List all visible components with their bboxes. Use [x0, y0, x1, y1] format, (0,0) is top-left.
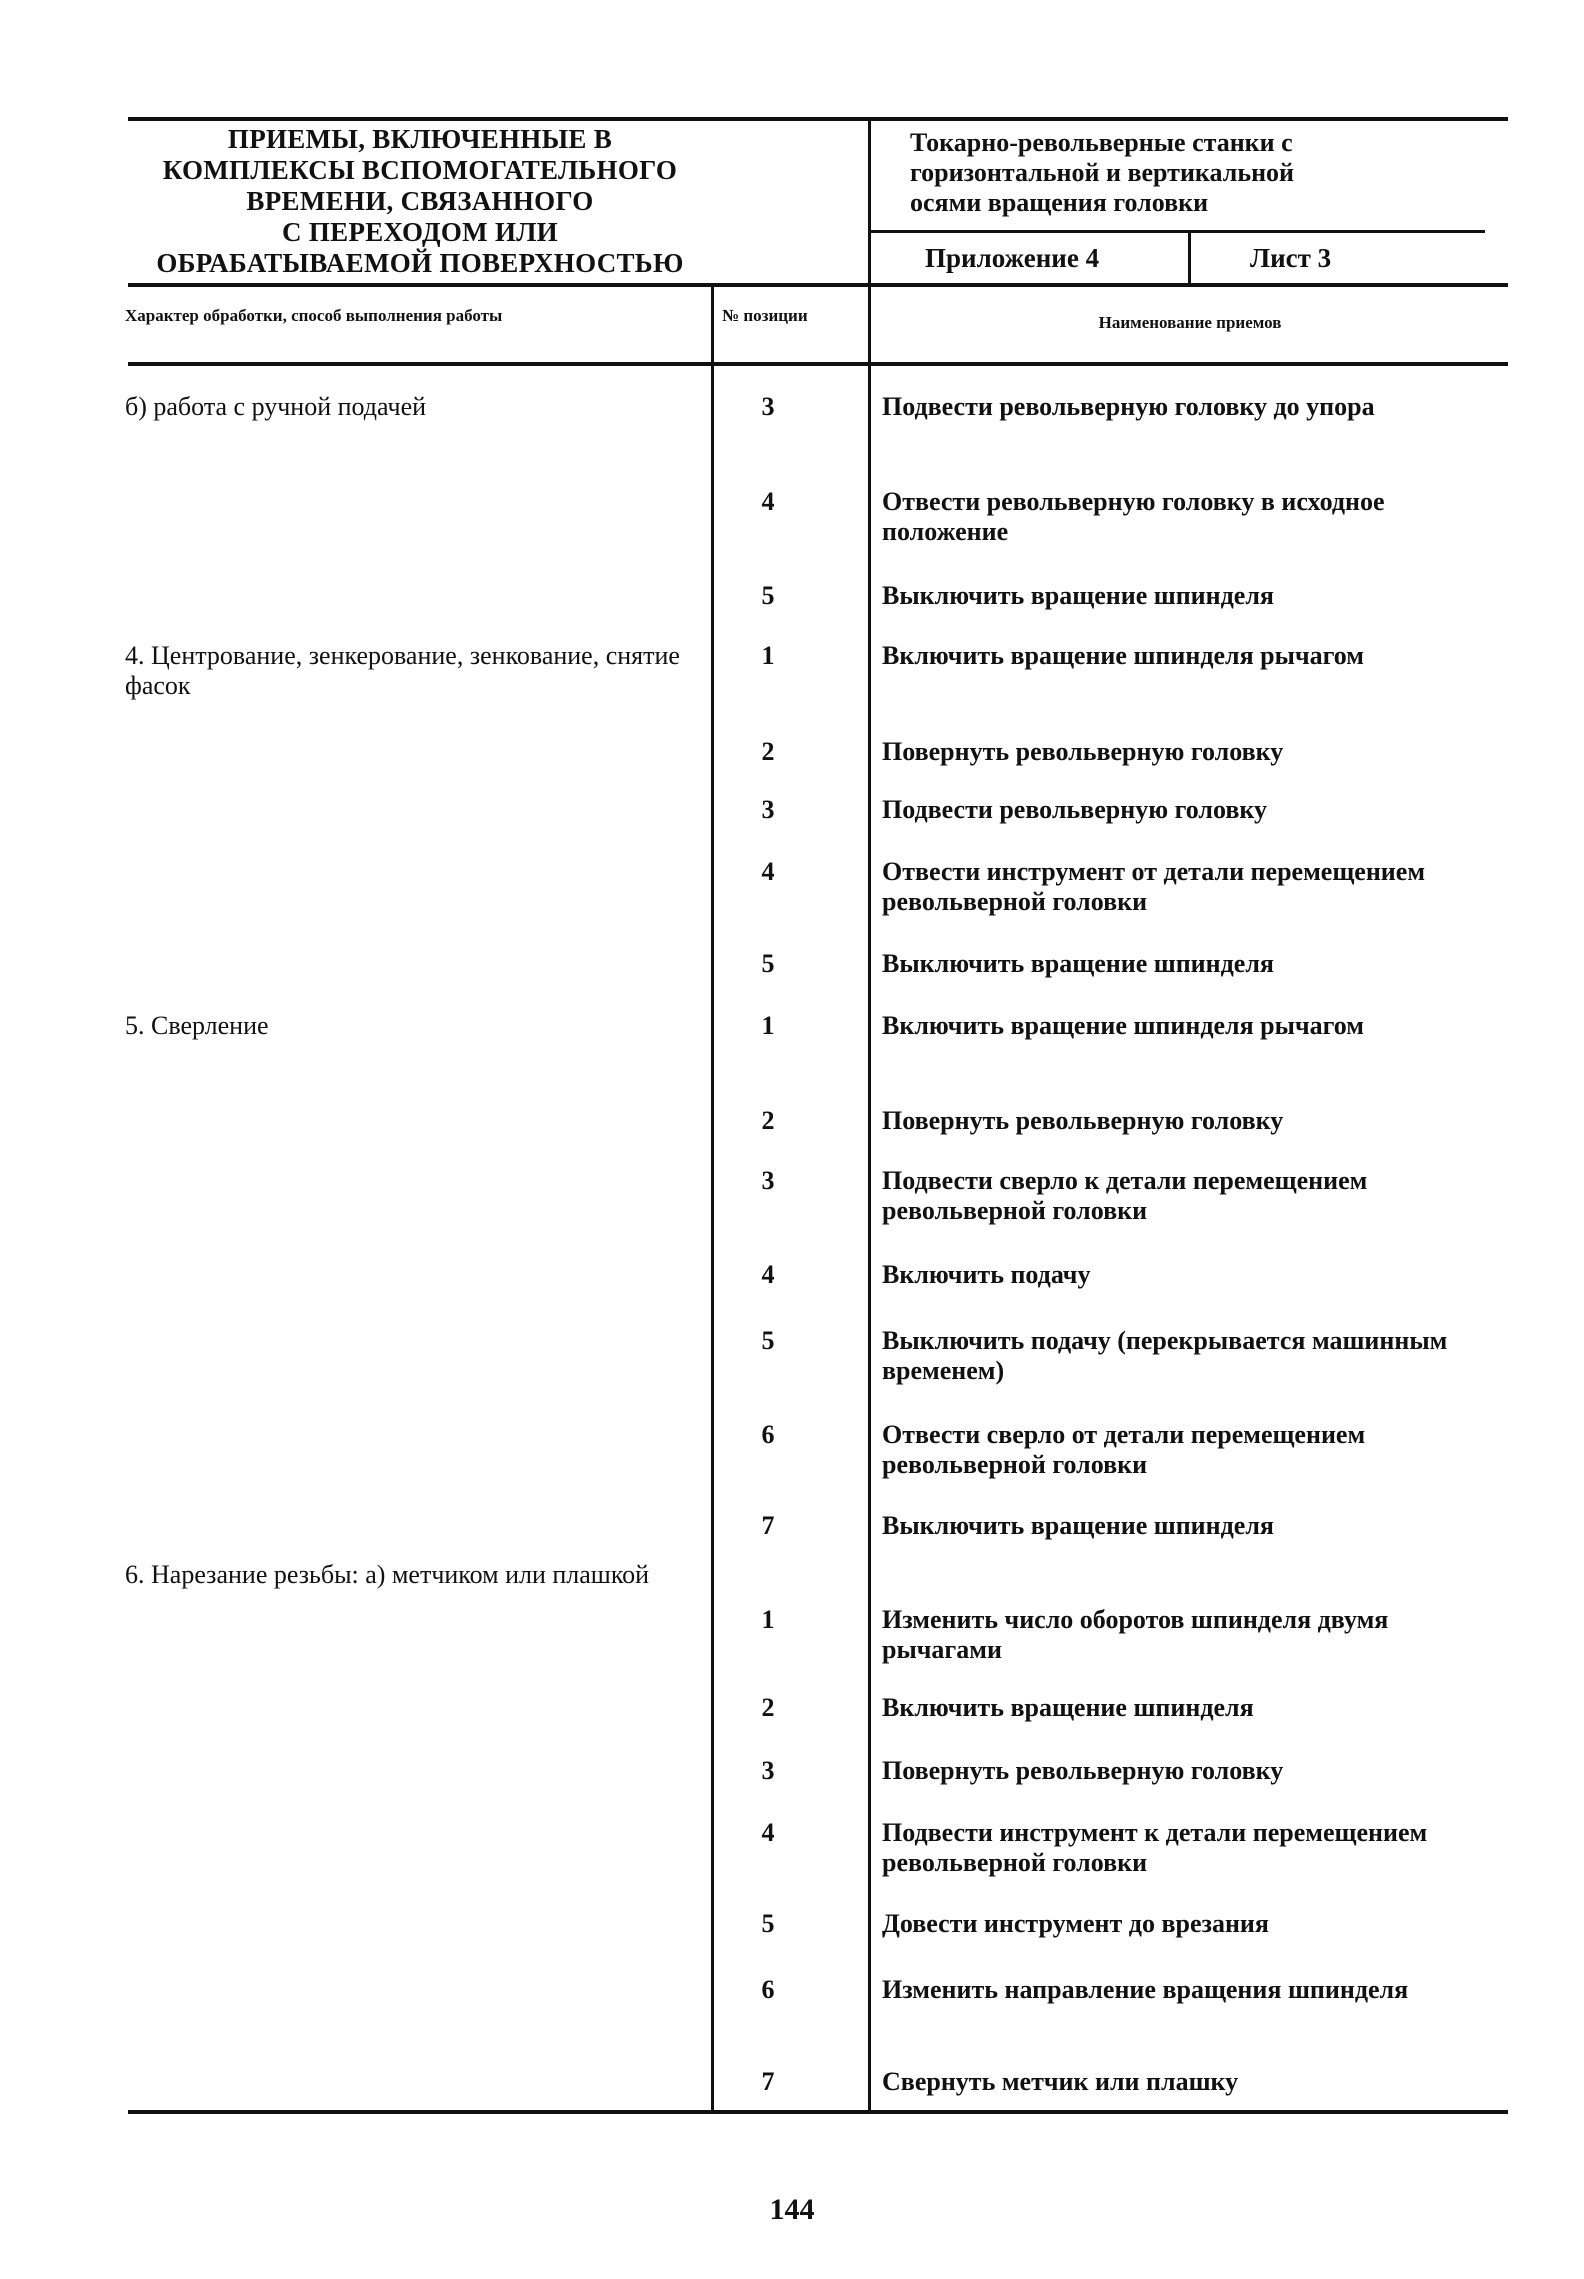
operation-name: Включить подачу	[882, 1260, 1091, 1289]
title-bottom-rule	[128, 283, 1508, 287]
table-top-rule	[128, 117, 1508, 121]
position-number: 1	[761, 1011, 775, 1040]
title-line: КОМПЛЕКСЫ ВСПОМОГАТЕЛЬНОГО	[162, 155, 678, 185]
appendix-sheet-divider	[1188, 232, 1191, 284]
document-title	[135, 124, 705, 279]
operation-name: Повернуть револьверную головку	[882, 737, 1284, 766]
position-number: 3	[761, 1756, 775, 1785]
position-number: 4	[761, 1260, 775, 1289]
processing-type: 6. Нарезание резьбы: а) метчиком или плашкой	[125, 1560, 650, 1589]
position-number: 2	[761, 1106, 775, 1135]
position-number: 4	[761, 1818, 775, 1847]
position-number: 2	[761, 737, 775, 766]
operation-name: Подвести сверло к детали перемещением револьверной головки	[882, 1166, 1368, 1225]
position-number: 4	[761, 487, 775, 516]
operation-name: Повернуть револьверную головку	[882, 1756, 1284, 1785]
operation-name: Отвести сверло от детали перемещением револьверной головки	[882, 1420, 1366, 1479]
column-header-bottom-rule	[128, 362, 1508, 366]
title-line: С ПЕРЕХОДОМ ИЛИ	[282, 217, 558, 247]
processing-type: 5. Сверление	[125, 1011, 269, 1040]
title-line: ПРИЕМЫ, ВКЛЮЧЕННЫЕ В	[227, 124, 613, 154]
position-number: 5	[761, 1909, 775, 1938]
operation-name: Выключить вращение шпинделя	[882, 949, 1274, 978]
column-header-position: № позиции	[722, 306, 808, 325]
position-number: 2	[761, 1693, 775, 1722]
operation-name: Отвести инструмент от детали перемещением револьверной головки	[882, 857, 1426, 916]
column-header-name: Наименование приемов	[1098, 313, 1282, 332]
sheet-label: Лист 3	[1250, 243, 1332, 273]
position-number: 7	[761, 2067, 775, 2096]
operation-name: Подвести инструмент к детали перемещением револьверной головки	[882, 1818, 1428, 1877]
position-column-left-divider	[711, 283, 714, 2113]
operation-name: Довести инструмент до врезания	[882, 1909, 1269, 1938]
machine-line: горизонтальной и вертикальной	[910, 158, 1295, 187]
operation-name: Подвести револьверную головку до упора	[882, 392, 1375, 421]
operation-name: Выключить вращение шпинделя	[882, 1511, 1274, 1540]
title-line: ВРЕМЕНИ, СВЯЗАННОГО	[246, 186, 594, 216]
position-number: 6	[761, 1975, 775, 2004]
column-header-character: Характер обработки, способ выполнения работы	[125, 306, 503, 325]
position-number: 5	[761, 949, 775, 978]
operation-name: Изменить направление вращения шпинделя	[882, 1975, 1409, 2004]
table-bottom-rule	[128, 2110, 1508, 2114]
operation-name: Изменить число оборотов шпинделя двумя рычагами	[882, 1605, 1389, 1664]
page-number: 144	[769, 2193, 815, 2226]
position-number: 5	[761, 581, 775, 610]
appendix-label: Приложение 4	[925, 243, 1100, 273]
position-number: 1	[761, 1605, 775, 1634]
position-number: 6	[761, 1420, 775, 1449]
operation-name: Включить вращение шпинделя рычагом	[882, 1011, 1364, 1040]
machine-divider-rule	[870, 230, 1485, 233]
position-number: 3	[761, 392, 775, 421]
machine-type	[910, 128, 1495, 218]
operation-name: Отвести револьверную головку в исходное положение	[882, 487, 1385, 546]
machine-line: Токарно-револьверные станки с	[910, 128, 1293, 157]
operation-name: Выключить подачу (перекрывается машинным временем)	[882, 1326, 1448, 1385]
title-column-divider	[868, 117, 871, 287]
position-number: 1	[761, 641, 775, 670]
operation-name: Подвести револьверную головку	[882, 795, 1267, 824]
position-number: 5	[761, 1326, 775, 1355]
machine-line: осями вращения головки	[910, 188, 1209, 217]
operation-name: Повернуть револьверную головку	[882, 1106, 1284, 1135]
position-number: 3	[761, 1166, 775, 1195]
operation-name: Выключить вращение шпинделя	[882, 581, 1274, 610]
position-column-right-divider	[868, 283, 871, 2113]
operation-name: Свернуть метчик или плашку	[882, 2067, 1239, 2096]
position-number: 3	[761, 795, 775, 824]
operation-name: Включить вращение шпинделя	[882, 1693, 1254, 1722]
processing-type: б) работа с ручной подачей	[125, 392, 427, 421]
operation-name: Включить вращение шпинделя рычагом	[882, 641, 1364, 670]
title-line: ОБРАБАТЫВАЕМОЙ ПОВЕРХНОСТЬЮ	[156, 248, 684, 278]
processing-type: 4. Центрование, зенкерование, зенкование, снятие фасок	[125, 641, 680, 700]
position-number: 7	[761, 1511, 775, 1540]
position-number: 4	[761, 857, 775, 886]
